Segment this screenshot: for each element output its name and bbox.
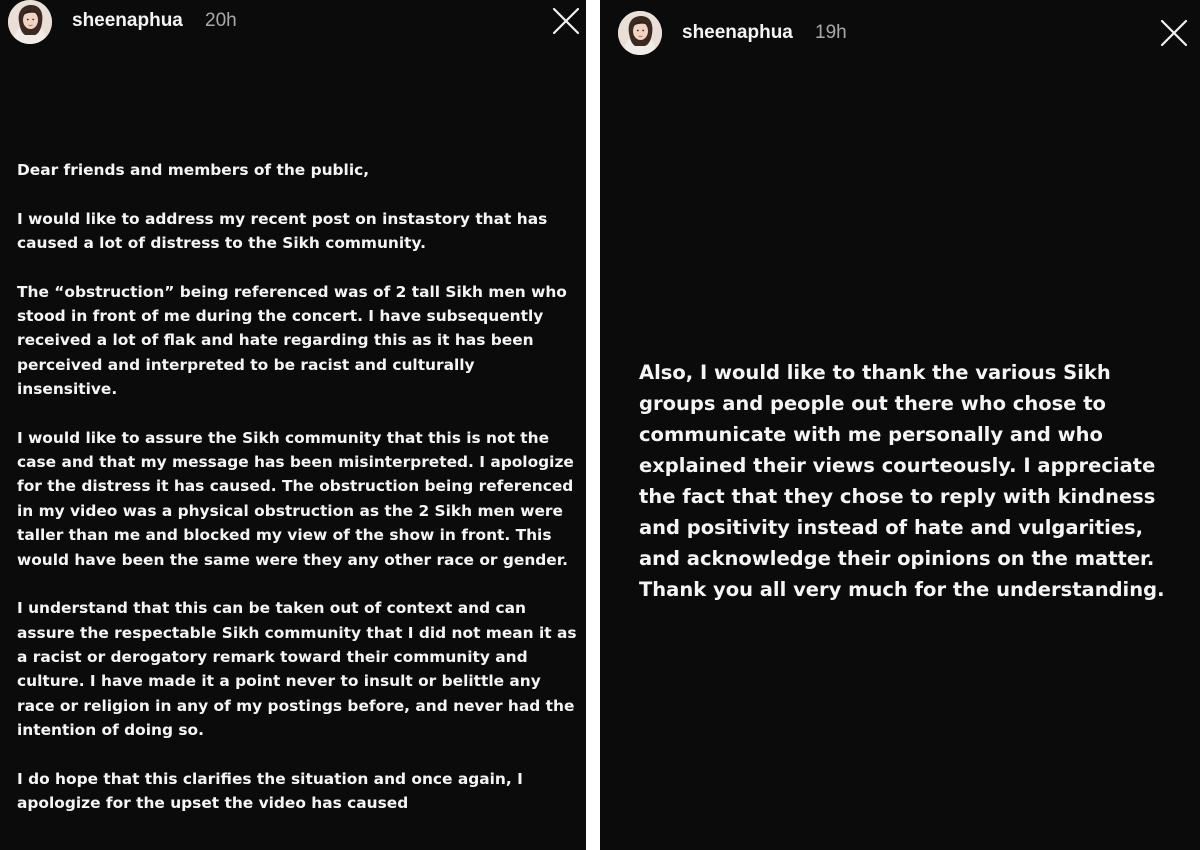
close-icon[interactable] — [550, 5, 582, 37]
profile-avatar[interactable] — [8, 0, 52, 44]
story-timestamp: 19h — [815, 22, 847, 43]
story-header — [600, 0, 1200, 50]
story-text: Dear friends and members of the public, I would like to address my recent post on instastory that has caused a lot of distress to the Sikh community. The “obstruction” being referenced was of 2 tall Sikh men who stood in front of me during the concert. I have subsequently received a lot of flak and hate regarding this as it has been perceived and interpreted to be racist and culturally insensitive. I would like to assure the Sikh community that this is not the case and that my message has been misinterpreted. I apologize for the distress it has caused. The obstruction being referenced in my video was a physical obstruction as the 2 Sikh men were taller than me and blocked my view of the show in front. This would have been the same were they any other race or gender. I understand that this can be taken out of context and can assure the respectable Sikh community that I did not mean it as a racist or derogatory remark toward their community and culture. I have made it a point never to insult or belittle any race or religion in any of my postings before, and never had the intention of doing so. I do hope that this clarifies the situation and once again, I apologize for the upset the video has caused — [17, 161, 577, 812]
story-panel-1 — [0, 0, 586, 850]
username[interactable]: sheenaphua — [682, 22, 793, 43]
story-text: Also, I would like to thank the various Sikh groups and people out there who chose to communicate with me personally and who explained their views courteously. I appreciate the fact that they chose to reply with kindness and positivity instead of hate and vulgarities, and acknowledge their opinions on the matter. Thank you all very much for the understanding. — [639, 361, 1165, 601]
story-header — [0, 0, 586, 50]
story-panel-2 — [600, 0, 1200, 850]
username[interactable]: sheenaphua — [72, 10, 183, 31]
profile-avatar[interactable] — [618, 11, 662, 55]
close-icon[interactable] — [1158, 17, 1190, 49]
story-timestamp: 20h — [205, 10, 237, 31]
